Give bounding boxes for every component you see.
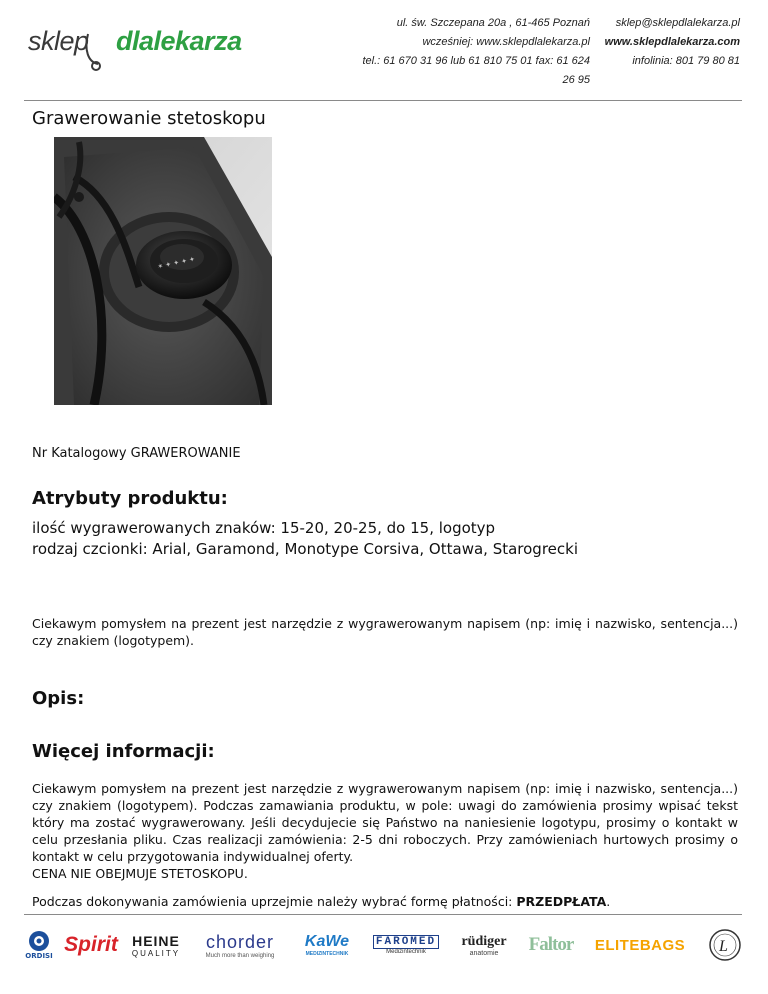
littmann-seal-icon bbox=[708, 928, 742, 962]
payment-info bbox=[32, 893, 738, 910]
contact-online-block bbox=[600, 14, 740, 71]
price-note: CENA NIE OBEJMUJE STETOSKOPU. bbox=[32, 866, 248, 881]
brand-logos-bar bbox=[22, 922, 746, 968]
payment-method: PRZEDPŁATA bbox=[516, 894, 607, 909]
contact-address-block bbox=[350, 14, 590, 90]
catalog-number bbox=[32, 446, 245, 461]
payment-end: . bbox=[606, 894, 611, 909]
brand-rudiger[interactable] bbox=[456, 930, 512, 960]
brand-kawe-sub: MEDIZINTECHNIK bbox=[305, 951, 349, 957]
email-link[interactable]: sklep@sklepdlalekarza.pl bbox=[615, 17, 740, 29]
product-title: Grawerowanie stetoskopu bbox=[32, 108, 266, 129]
address-text: ul. św. Szczepana 20a , 61-465 Poznań bbox=[396, 17, 590, 29]
site-header bbox=[24, 8, 744, 84]
brand-chorder-label: chorder bbox=[205, 931, 275, 952]
brand-heine-sub: QUALITY bbox=[131, 948, 181, 958]
attributes-list bbox=[32, 518, 578, 560]
infoline-text: infolinia: 801 79 80 81 bbox=[632, 55, 740, 67]
brand-rudiger-label: rüdiger bbox=[461, 933, 507, 949]
previous-site-text: wcześniej: www.sklepdlalekarza.pl bbox=[422, 36, 590, 48]
catalog-label: Nr Katalogowy bbox=[32, 446, 127, 461]
brand-littmann[interactable] bbox=[706, 930, 744, 960]
brand-faltor-label: Faltor bbox=[528, 934, 574, 955]
brand-faromed[interactable] bbox=[366, 930, 446, 960]
more-info-heading: Więcej informacji: bbox=[32, 741, 215, 762]
attribute-character-count: ilość wygrawerowanych znaków: 15-20, 20-25, do 15, logotyp bbox=[32, 519, 496, 537]
brand-kawe-label: KaWe bbox=[304, 933, 350, 950]
phone-fax-text: tel.: 61 670 31 96 lub 61 810 75 01 fax: 61 624 26 95 bbox=[362, 55, 590, 86]
product-summary: Ciekawym pomysłem na prezent jest narzędzie z wygrawerowanym napisem (np: imię i nazwisko, sentencja...) czy znakiem (logotypem). bbox=[32, 616, 738, 648]
footer-divider bbox=[24, 914, 742, 915]
logo-text-dlalekarza: dlalekarza bbox=[116, 26, 242, 56]
attribute-font-type: rodzaj czcionki: Arial, Garamond, Monotype Corsiva, Ottawa, Starogrecki bbox=[32, 540, 578, 558]
description-heading: Opis: bbox=[32, 688, 85, 709]
brand-heine-label: HEINE bbox=[132, 932, 180, 949]
shop-logo[interactable] bbox=[24, 20, 242, 72]
attributes-heading: Atrybuty produktu: bbox=[32, 488, 228, 509]
more-info-body: Ciekawym pomysłem na prezent jest narzędzie z wygrawerowanym napisem (np: imię i nazwisko, sentencja...) czy znakiem (logotypem). Podczas zamawiania produktu, w pole: uwagi do zamówienia prosimy wpisać tekst który ma zostać wygrawerowany. Jeśli decydujecie się Państwo na naniesienie logotypu, prosimy o kontakt w celu przesłania pliku. Czas realizacji zamówienia: 2-5 dni roboczych. Przy zamówieniach hurtowych prosimy o kontakt w celu przygotowania indywidualnej oferty. bbox=[32, 781, 738, 864]
logo-text-sklep: sklep bbox=[28, 26, 89, 56]
brand-spirit[interactable] bbox=[60, 930, 122, 960]
brand-chorder-sub: Much more than weighing bbox=[205, 952, 275, 959]
payment-text: Podczas dokonywania zamówienia uprzejmie należy wybrać formę płatności: bbox=[32, 894, 513, 909]
brand-rudiger-sub: anatomie bbox=[469, 949, 499, 957]
svg-text:L: L bbox=[719, 938, 728, 955]
product-photo bbox=[54, 137, 272, 405]
brand-heine[interactable] bbox=[126, 930, 186, 960]
header-divider bbox=[24, 100, 742, 101]
svg-text:✶ ✦ ✦ ✦ ✦: ✶ ✦ ✦ ✦ ✦ bbox=[156, 255, 196, 271]
brand-elitebags[interactable] bbox=[588, 930, 692, 960]
ordisi-icon bbox=[27, 930, 51, 952]
brand-elitebags-label: ELITEBAGS bbox=[594, 936, 686, 954]
brand-spirit-label: Spirit bbox=[64, 933, 118, 956]
more-info-text bbox=[32, 780, 738, 882]
brand-kawe[interactable] bbox=[296, 930, 358, 960]
brand-ordisi[interactable] bbox=[22, 930, 56, 960]
brand-faromed-label: FAROMED bbox=[373, 935, 439, 949]
brand-ordisi-label: ORDISI bbox=[25, 952, 53, 960]
brand-faromed-sub: Medizintechnik bbox=[386, 949, 426, 955]
brand-faltor[interactable] bbox=[522, 930, 580, 960]
brand-chorder[interactable] bbox=[192, 930, 288, 960]
website-link[interactable]: www.sklepdlalekarza.com bbox=[604, 36, 740, 48]
catalog-value: GRAWEROWANIE bbox=[130, 446, 241, 461]
